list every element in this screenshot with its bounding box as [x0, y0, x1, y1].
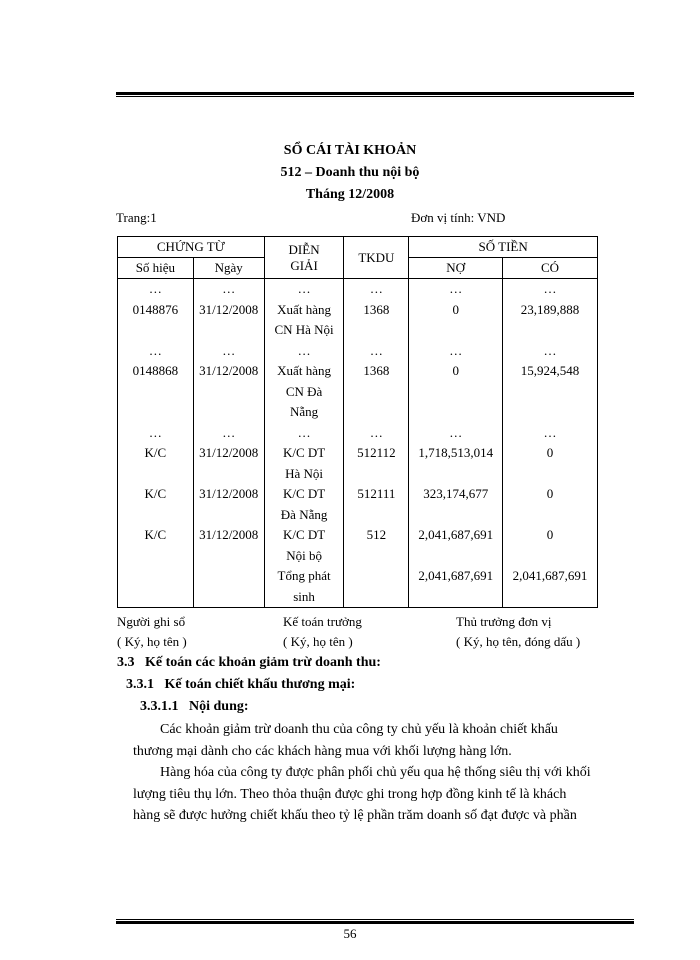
cell-line: Xuất hàng: [277, 301, 331, 317]
cell-line: 15,924,548: [520, 363, 580, 378]
cell-ngay: [193, 423, 264, 485]
cell-line: 0: [452, 363, 459, 378]
cell-line: 0148868: [132, 363, 179, 378]
cell-line: CN Hà Nội: [274, 322, 334, 337]
cell-line: …: [369, 281, 383, 296]
cell-tkdu: [344, 525, 409, 566]
cell-line: 31/12/2008: [199, 301, 259, 317]
cell-line: …: [297, 342, 311, 358]
cell-co: [503, 566, 598, 608]
cell-line: Nẵng: [289, 404, 319, 419]
cell-line: 0: [546, 527, 554, 542]
page-number: 56: [343, 926, 357, 941]
ledger-title: SỔ CÁI TÀI KHOẢN: [283, 143, 417, 158]
sig-director: Thủ trưởng đơn vị: [456, 614, 552, 629]
header-tkdu: TKDU: [344, 237, 409, 279]
cell-no: [409, 525, 503, 566]
header-dien-giai-line1: DIỄN: [288, 241, 320, 257]
cell-line: 2,041,687,691: [512, 568, 588, 583]
cell-dien-giai: [264, 525, 344, 566]
cell-ngay: [193, 566, 264, 608]
cell-tkdu: [344, 341, 409, 423]
cell-line: …: [543, 424, 557, 440]
cell-line: K/C DT: [282, 486, 326, 501]
cell-line: 0: [546, 445, 554, 460]
sig-preparer-note: ( Ký, họ tên ): [117, 634, 187, 649]
cell-line: 1368: [363, 363, 390, 378]
page-label: Trang:1: [116, 210, 157, 225]
cell-co: [503, 279, 598, 341]
cell-ngay: [193, 525, 264, 566]
cell-co: [503, 484, 598, 525]
header-rule: [116, 92, 634, 97]
cell-line: 31/12/2008: [199, 363, 259, 378]
cell-line: …: [148, 342, 162, 358]
cell-ngay: [193, 484, 264, 525]
cell-line: 0: [546, 486, 554, 501]
cell-no: [409, 279, 503, 341]
cell-line: 323,174,677: [423, 486, 489, 501]
paragraph-1-line-2: thương mại dành cho các khách hàng mua với khối lượng hàng lớn.: [133, 743, 512, 759]
cell-line: [344, 566, 408, 587]
ledger-period: Tháng 12/2008: [305, 187, 395, 202]
cell-line: …: [297, 424, 311, 440]
cell-line: 2,041,687,691: [418, 568, 494, 583]
cell-tkdu: [344, 423, 409, 485]
cell-line: Nội bộ: [286, 547, 322, 563]
cell-line: 0148876: [132, 301, 179, 317]
footer-rule: [116, 918, 634, 924]
table-row: [118, 423, 598, 485]
header-co: CÓ: [503, 258, 598, 279]
header-dien-giai: [264, 237, 344, 279]
cell-no: [409, 341, 503, 423]
cell-line: [118, 566, 193, 587]
cell-line: …: [543, 342, 557, 358]
cell-line: …: [222, 281, 236, 296]
cell-line: K/C: [144, 527, 167, 542]
cell-line: …: [449, 281, 463, 296]
cell-line: …: [148, 281, 162, 296]
cell-line: 2,041,687,691: [418, 527, 494, 542]
cell-dien-giai: [264, 341, 344, 423]
header-so-tien: SỐ TIỀN: [409, 237, 598, 258]
cell-so-hieu: [118, 423, 194, 485]
cell-line: 31/12/2008: [199, 445, 259, 460]
header-dien-giai-line2: GIẢI: [290, 257, 318, 273]
sig-accountant-note: ( Ký, họ tên ): [283, 634, 353, 649]
cell-line: K/C: [144, 486, 167, 501]
sig-director-note: ( Ký, họ tên, đóng dấu ): [456, 634, 581, 649]
cell-line: Xuất hàng: [277, 363, 331, 378]
cell-so-hieu: [118, 525, 194, 566]
cell-line: 512112: [357, 445, 396, 460]
cell-ngay: [193, 279, 264, 341]
section-3-3-1: 3.3.1 Kế toán chiết khấu thương mại:: [126, 677, 356, 692]
header-ngay: Ngày: [193, 258, 264, 279]
cell-no: [409, 423, 503, 485]
cell-co: [503, 525, 598, 566]
cell-no: [409, 566, 503, 608]
table-row: [118, 341, 598, 423]
paragraph-2-line-2: lượng tiêu thụ lớn. Theo thỏa thuận được ghi trong hợp đồng kinh tế là khách: [133, 786, 567, 802]
cell-line: …: [148, 424, 162, 440]
ledger-account: 512 – Doanh thu nội bộ: [280, 165, 420, 180]
cell-line: CN Đà: [285, 383, 323, 399]
cell-co: [503, 341, 598, 423]
cell-line: …: [543, 281, 557, 296]
cell-ngay: [193, 341, 264, 423]
ledger-table: [117, 236, 598, 608]
cell-line: K/C DT: [282, 445, 326, 460]
cell-line: 1,718,513,014: [418, 445, 494, 460]
table-row: [118, 279, 598, 341]
header-chung-tu: CHỨNG TỪ: [118, 237, 265, 258]
header-no: NỢ: [409, 258, 503, 279]
cell-dien-giai: [264, 566, 344, 608]
cell-line: K/C: [144, 445, 167, 460]
cell-line: Tổng phát: [277, 568, 331, 583]
cell-line: Đà Nẵng: [280, 506, 328, 522]
sig-accountant: Kế toán trưởng: [283, 614, 362, 629]
table-row: [118, 566, 598, 608]
cell-line: …: [369, 424, 383, 440]
cell-co: [503, 423, 598, 485]
cell-line: …: [222, 342, 236, 358]
cell-dien-giai: [264, 423, 344, 485]
cell-line: [194, 566, 264, 587]
cell-line: 23,189,888: [520, 301, 580, 317]
section-3-3: 3.3 Kế toán các khoản giảm trừ doanh thu:: [117, 655, 381, 670]
sig-preparer: Người ghi sổ: [117, 614, 186, 629]
cell-so-hieu: [118, 484, 194, 525]
cell-line: …: [369, 342, 383, 358]
cell-so-hieu: [118, 566, 194, 608]
paragraph-1: [133, 719, 633, 762]
cell-line: …: [449, 342, 463, 358]
cell-line: …: [297, 281, 311, 296]
cell-line: …: [449, 424, 463, 440]
paragraph-2: [133, 762, 633, 827]
paragraph-1-line-1: Các khoản giảm trừ doanh thu của công ty chủ yếu là khoản chiết khấu: [160, 722, 558, 737]
unit-label: Đơn vị tính: VND: [411, 210, 506, 225]
cell-line: sinh: [293, 588, 315, 604]
cell-line: …: [222, 424, 236, 440]
cell-dien-giai: [264, 484, 344, 525]
cell-so-hieu: [118, 341, 194, 423]
cell-so-hieu: [118, 279, 194, 341]
paragraph-2-line-3: hàng sẽ được hưởng chiết khấu theo tỷ lệ phần trăm doanh số đạt được và phần: [133, 808, 577, 823]
paragraph-2-line-1: Hàng hóa của công ty được phân phối chủ yếu qua hệ thống siêu thị với khối: [160, 765, 591, 780]
cell-no: [409, 484, 503, 525]
cell-tkdu: [344, 484, 409, 525]
header-so-hieu: Số hiệu: [118, 258, 194, 279]
cell-line: 0: [452, 301, 459, 317]
cell-tkdu: [344, 279, 409, 341]
cell-line: 31/12/2008: [199, 527, 259, 542]
cell-line: 1368: [363, 301, 390, 317]
cell-dien-giai: [264, 279, 344, 341]
cell-line: Hà Nội: [285, 465, 324, 481]
cell-line: 512111: [357, 486, 396, 501]
cell-line: 512: [366, 527, 387, 542]
table-row: [118, 484, 598, 525]
ledger-body: [118, 279, 598, 608]
table-row: [118, 525, 598, 566]
cell-line: K/C DT: [282, 527, 326, 542]
cell-line: 31/12/2008: [199, 486, 259, 501]
cell-tkdu: [344, 566, 409, 608]
section-3-3-1-1: 3.3.1.1 Nội dung:: [140, 699, 249, 714]
